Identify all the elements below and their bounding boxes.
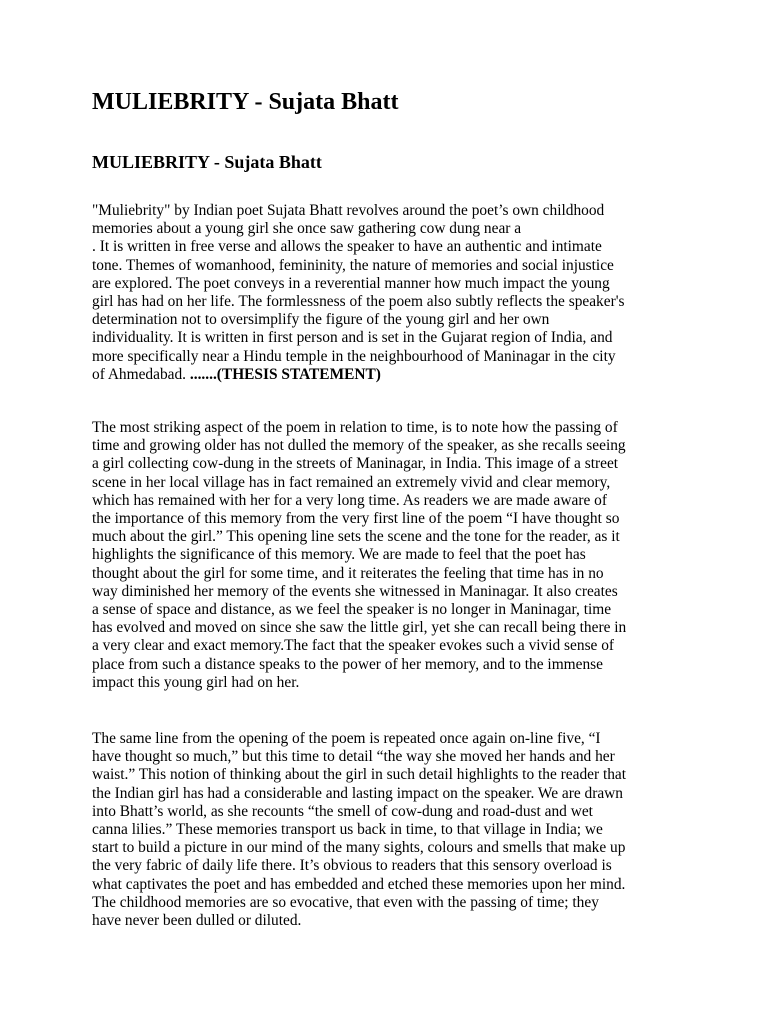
text-line: thought about the girl for some time, and it reiterates the feeling that time has in no — [92, 564, 604, 582]
text-line: time and growing older has not dulled the memory of the speaker, as she recalls seeing — [92, 437, 626, 455]
text-line: a girl collecting cow-dung in the streets of Maninagar, in India. This image of a street — [92, 455, 619, 473]
text-line-last — [92, 366, 682, 384]
text-line: much about the girl.” This opening line sets the scene and the tone for the reader, as it — [92, 528, 620, 546]
paragraph-memory — [92, 730, 682, 930]
text-line: . It is written in free verse and allows the speaker to have an authentic and intimate — [92, 238, 602, 256]
text-line: impact this young girl had on her. — [92, 673, 300, 691]
subtitle-bold-part: MULIEBRITY — [92, 152, 210, 172]
paragraph-intro — [92, 202, 682, 384]
last-line-text: of Ahmedabad. — [92, 365, 190, 383]
thesis-statement-label: .......(THESIS STATEMENT) — [189, 365, 381, 383]
text-line: the very fabric of daily life there. It’s obvious to readers that this sensory overload is — [92, 857, 612, 875]
text-line: the importance of this memory from the very first line of the poem “I have thought so — [92, 510, 620, 528]
text-line: girl has had on her life. The formlessness of the poem also subtly reflects the speaker's — [92, 293, 625, 311]
text-line: a very clear and exact memory.The fact that the speaker evokes such a vivid sense of — [92, 637, 615, 655]
text-line: The most striking aspect of the poem in relation to time, is to note how the passing of — [92, 419, 618, 436]
text-line: has evolved and moved on since she saw the little girl, yet she can recall being there in — [92, 619, 627, 637]
text-line: tone. Themes of womanhood, femininity, the nature of memories and social injustice — [92, 256, 614, 274]
text-line: memories about a young girl she once saw gathering cow dung near a — [92, 220, 522, 238]
text-line: place from such a distance speaks to the power of her memory, and to the immense — [92, 655, 604, 673]
text-line: determination not to oversimplify the figure of the young girl and her own — [92, 311, 550, 329]
text-line: what captivates the poet and has embedded and etched these memories upon her mind. — [92, 875, 626, 893]
text-line: way diminished her memory of the events she witnessed in Maninagar. It also creates — [92, 582, 618, 600]
text-line: individuality. It is written in first person and is set in the Gujarat region of India, and — [92, 329, 613, 347]
text-line: a sense of space and distance, as we feel the speaker is no longer in Maninagar, time — [92, 601, 612, 619]
text-line: waist.” This notion of thinking about the girl in such detail highlights to the reader that — [92, 766, 627, 784]
text-line: The same line from the opening of the poem is repeated once again on-line five, “I — [92, 730, 601, 747]
text-line: have thought so much,” but this time to detail “the way she moved her hands and her — [92, 748, 615, 766]
text-line: have never been dulled or diluted. — [92, 912, 302, 930]
text-line: more specifically near a Hindu temple in the neighbourhood of Maninagar in the city — [92, 347, 616, 365]
text-line: the Indian girl has had a considerable and lasting impact on the speaker. We are drawn — [92, 784, 623, 802]
text-line: are explored. The poet conveys in a reverential manner how much impact the young — [92, 274, 610, 292]
text-line: canna lilies.” These memories transport us back in time, to that village in India; we — [92, 821, 603, 839]
document-subtitle — [92, 150, 322, 174]
paragraph-time — [92, 419, 682, 692]
subtitle-rest-part: - Sujata Bhatt — [209, 152, 322, 172]
text-line: scene in her local village has in fact remained an extremely vivid and clear memory, — [92, 473, 611, 491]
text-line: highlights the significance of this memory. We are made to feel that the poet has — [92, 546, 586, 564]
text-line: start to build a picture in our mind of the many sights, colours and smells that make up — [92, 839, 626, 857]
text-line: "Muliebrity" by Indian poet Sujata Bhatt revolves around the poet’s own childhood — [92, 202, 605, 219]
text-line: The childhood memories are so evocative, that even with the passing of time; they — [92, 893, 599, 911]
document-title: MULIEBRITY - Sujata Bhatt — [92, 89, 399, 115]
text-line: which has remained with her for a very long time. As readers we are made aware of — [92, 491, 607, 509]
text-line: into Bhatt’s world, as she recounts “the smell of cow-dung and road-dust and wet — [92, 802, 593, 820]
